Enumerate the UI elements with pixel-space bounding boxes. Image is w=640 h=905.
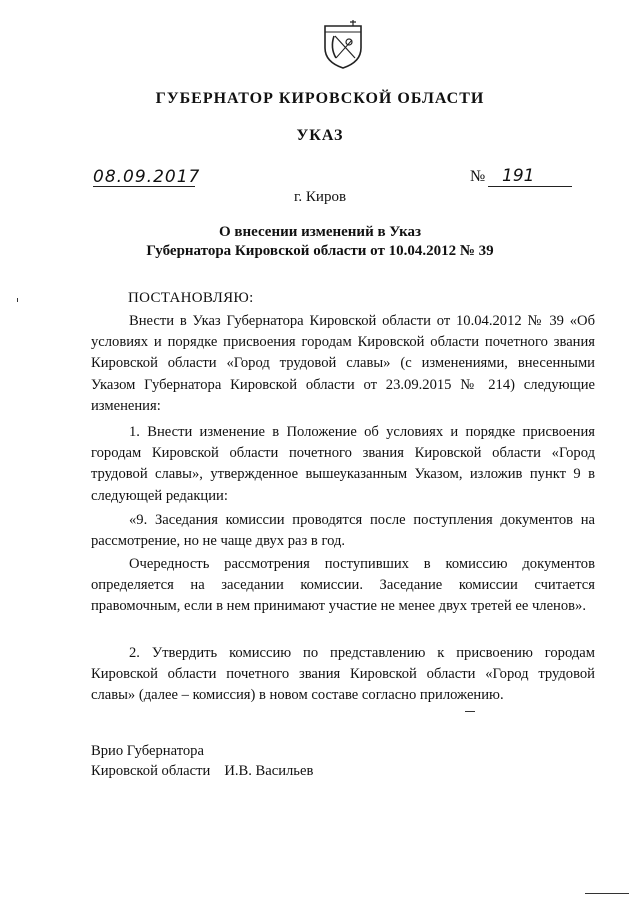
- signature-position-2: Кировской области: [91, 763, 211, 779]
- org-title: ГУБЕРНАТОР КИРОВСКОЙ ОБЛАСТИ: [155, 90, 485, 107]
- postanovlyayu-heading: ПОСТАНОВЛЯЮ:: [128, 290, 254, 306]
- signature-position-1: Врио Губернатора: [91, 743, 204, 759]
- paragraph-3: «9. Заседания комиссии проводятся после поступления документов на рассмотрение, но не чаще двух раз в год.: [91, 512, 595, 550]
- paragraph-5: 2. Утвердить комиссию по представлению к присвоению городам Кировской области почетного звания Кировской области «Город трудовой славы» (далее – комиссия) в новом составе согласно приложению.: [91, 645, 595, 704]
- kirov-coat-of-arms-icon: [322, 18, 364, 70]
- signature-block: [91, 761, 313, 781]
- city-line: г. Киров: [293, 189, 347, 205]
- doc-type-title: УКАЗ: [296, 127, 344, 144]
- scan-mark-bottom: [585, 893, 629, 894]
- subject-line-1: О внесении изменений в Указ: [218, 224, 422, 240]
- paragraph-1: Внести в Указ Губернатора Кировской области от 10.04.2012 № 39 «Об условиях и порядке присвоения городам Кировской области почетного звания Кировской области «Город трудовой славы» (с изменениями, внесенными Указом Губернатора Кировской области от 23.09.2015 № 214) следующие изменения:: [91, 313, 595, 414]
- handwritten-number: 191: [488, 166, 572, 187]
- paragraph-4: Очередность рассмотрения поступивших в комиссию документов определяется на заседании комиссии. Заседание комиссии считается правомочным, если в нем принимают участие не менее двух третей ее членов».: [91, 556, 595, 615]
- number-label: №: [470, 168, 486, 185]
- scan-mark-right: [465, 711, 475, 712]
- paragraph-2: 1. Внести изменение в Положение об условиях и порядке присвоения городам Кировской области почетного звания Кировской области «Город трудовой славы», утвержденное вышеуказанным Указом, изложив пункт 9 в следующей редакции:: [91, 424, 595, 504]
- handwritten-date: 08.09.2017: [93, 167, 201, 187]
- subject-line-2: Губернатора Кировской области от 10.04.2012 № 39: [146, 243, 494, 259]
- signatory-name: И.В. Васильев: [224, 763, 314, 779]
- scan-mark-left: [17, 298, 18, 302]
